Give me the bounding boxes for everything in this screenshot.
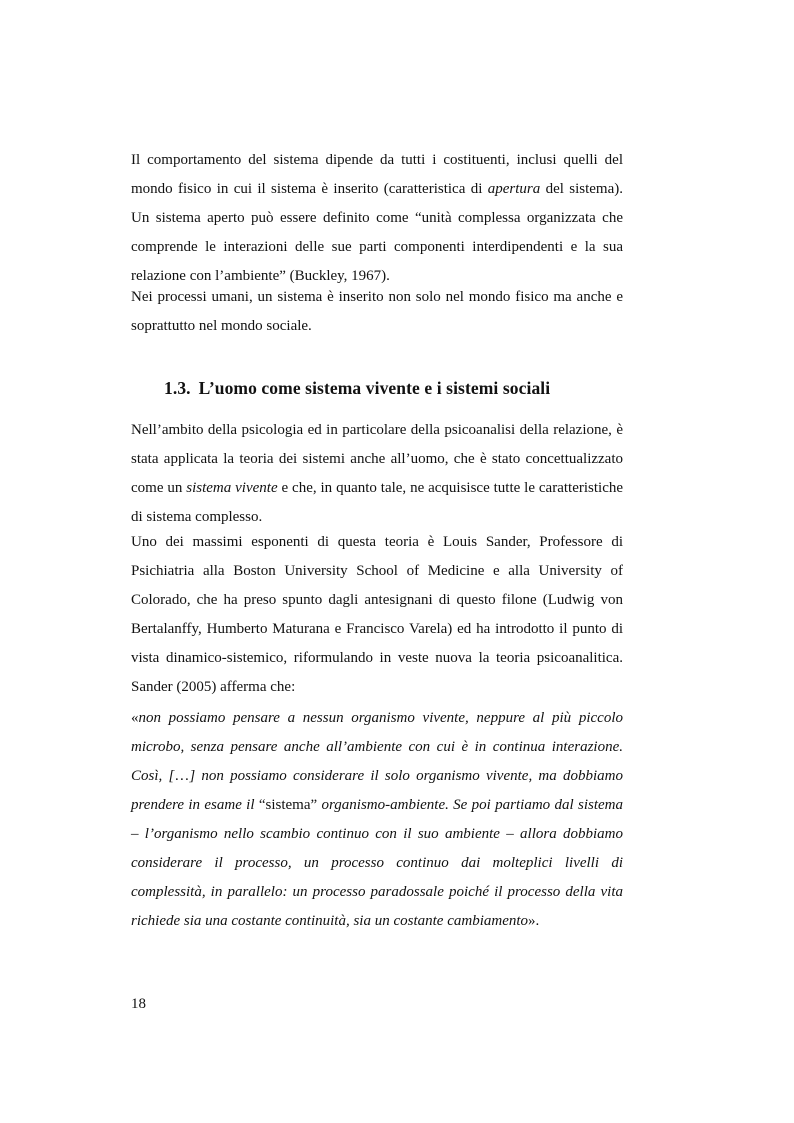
quote-text: organismo-ambiente. Se poi partiamo dal sistema – l’organismo nello scambio continuo con il suo ambiente – allora dobbiamo considerare il processo, un processo continuo dai molteplici livelli di complessità, in parallelo: un processo paradossale poiché il processo della vita richiede sia una costante continuità, sia un costante cambiamento <box>131 797 624 929</box>
quote-quoted-word: “sistema” <box>258 797 318 813</box>
quote-ellipsis: … <box>174 768 190 784</box>
emphasis-apertura: apertura <box>487 181 541 197</box>
emphasis-sistema-vivente: sistema vivente <box>186 480 278 496</box>
quote-close-mark: ». <box>528 913 540 929</box>
section-heading <box>164 378 550 399</box>
paragraph-louis-sander: Uno dei massimi esponenti di questa teoria è Louis Sander, Professore di Psichiatria alla Boston University School of Medicine e alla University of Colorado, che ha preso spunto dagli antesignani di questo filone (Ludwig von Bertalanffy, Humberto Maturana e Francisco Varela) ed ha introdotto il punto di vista dinamico-sistemico, riformulando in veste nuova la teoria psicoanalitica. Sander (2005) afferma che: <box>131 534 623 695</box>
section-number: 1.3. <box>164 378 191 398</box>
paragraph-open-systems <box>131 146 623 291</box>
quote-open-mark: « <box>131 710 139 726</box>
paragraph-text: Nell’ambito della psicologia ed in particolare della psicoanalisi della relazione, è stata applicata la teoria dei sistemi anche all’uomo, che è stato concettualizzato come un <box>131 422 623 496</box>
quote-text: ] non possiamo considerare il solo organismo vivente, ma dobbiamo prendere in esame il <box>131 768 623 813</box>
section-title: L’uomo come sistema vivente e i sistemi sociali <box>198 378 551 398</box>
page-number: 18 <box>131 996 146 1012</box>
paragraph-text: Il comportamento del sistema dipende da tutti i costituenti, inclusi quelli del mondo fisico in cui il sistema è inserito (caratteristica di <box>131 152 623 197</box>
paragraph-human-processes: Nei processi umani, un sistema è inserito non solo nel mondo fisico ma anche e soprattutto nel mondo sociale. <box>131 289 623 334</box>
block-quote-sander <box>131 704 623 936</box>
quote-text: non possiamo pensare a nessun organismo vivente, neppure al più piccolo microbo, senza pensare anche all’ambiente con cui è in continua interazione. Così, [ <box>131 710 623 784</box>
paragraph-text: e che, in quanto tale, ne acquisisce tutte le caratteristiche di sistema complesso. <box>131 480 624 525</box>
paragraph-living-system <box>131 416 623 532</box>
paragraph-text: del sistema). Un sistema aperto può essere definito come “unità complessa organizzata che comprende le interazioni delle sue parti componenti interdipendenti e la sua relazione con l’ambiente” (Buckley, 1967). <box>131 181 623 284</box>
